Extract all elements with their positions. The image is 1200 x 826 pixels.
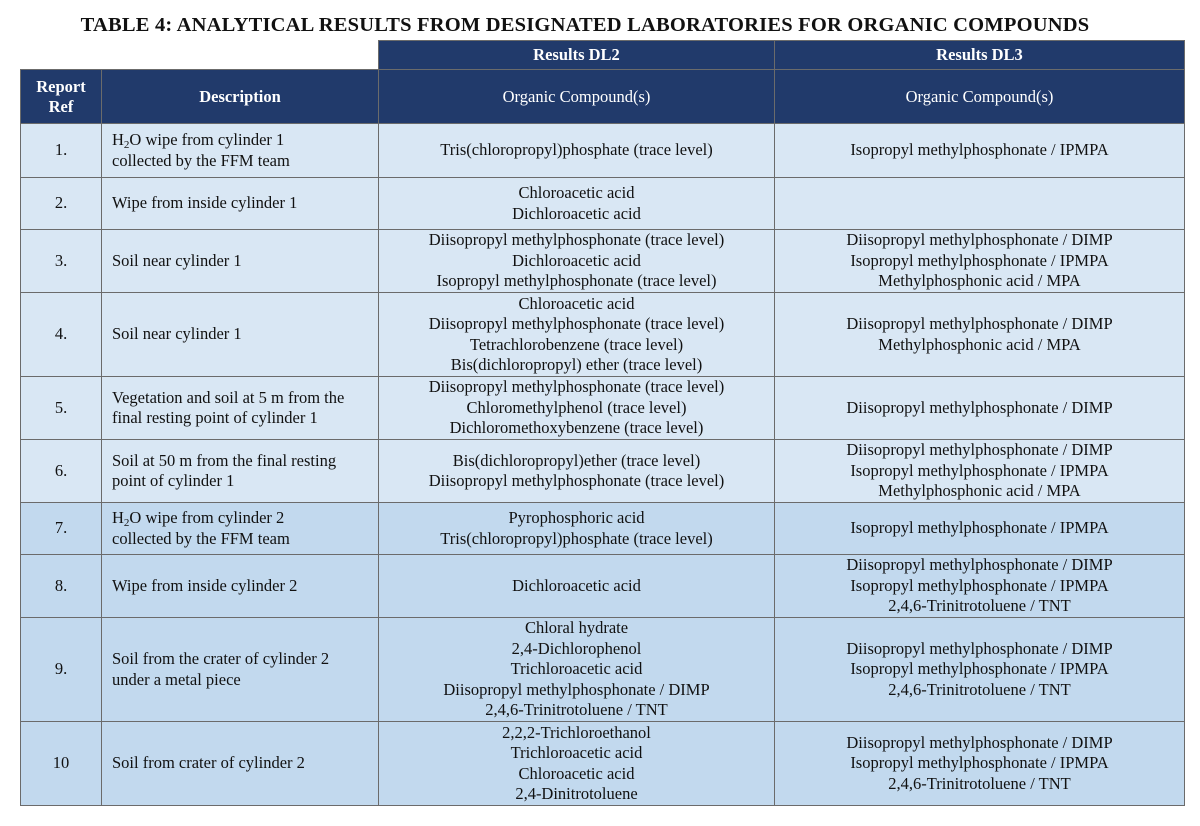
- dl2-compounds-cell: [379, 293, 775, 377]
- compound-item: Methylphosphonic acid / MPA: [878, 334, 1081, 354]
- compound-item: Trichloroacetic acid: [510, 659, 643, 679]
- report-ref-cell: 6.: [21, 440, 102, 503]
- compound-item: Tris(chloropropyl)phosphate (trace level): [440, 140, 713, 160]
- report-ref-cell: 9.: [21, 618, 102, 722]
- compound-item: Dichloroacetic acid: [512, 575, 641, 595]
- table-row: [21, 230, 1185, 293]
- table-row: [21, 555, 1185, 618]
- compound-item: Isopropyl methylphosphonate / IPMPA: [850, 140, 1109, 160]
- description-text: Wipe from inside cylinder 1: [112, 193, 298, 213]
- report-ref-cell: 3.: [21, 230, 102, 293]
- description-line: [112, 408, 378, 429]
- compound-item: Methylphosphonic acid / MPA: [878, 481, 1081, 501]
- dl2-compounds-cell: [379, 377, 775, 440]
- table-row: [21, 618, 1185, 722]
- compound-item: Dichloromethoxybenzene (trace level): [449, 418, 704, 438]
- compound-item: Dichloroacetic acid: [512, 203, 641, 223]
- table-title: TABLE 4: ANALYTICAL RESULTS FROM DESIGNATED LABORATORIES FOR ORGANIC COMPOUNDS: [80, 14, 1090, 36]
- report-ref-cell: 10: [21, 722, 102, 806]
- compound-item: 2,2,2-Trichloroethanol: [502, 722, 651, 742]
- dl3-compounds-cell: [775, 722, 1185, 806]
- compound-item: Diisopropyl methylphosphonate / DIMP: [846, 314, 1113, 333]
- compound-item: Dichloroacetic acid: [512, 250, 641, 270]
- description-text: collected by the FFM team: [112, 528, 290, 548]
- description-line: [112, 324, 378, 345]
- table-row: [21, 178, 1185, 230]
- header-group-dl2: Results DL2: [379, 41, 775, 70]
- description-cell: [102, 178, 379, 230]
- compound-item: Bis(dichloropropyl) ether (trace level): [450, 355, 703, 374]
- description-text: Soil near cylinder 1: [112, 324, 242, 344]
- compound-item: Isopropyl methylphosphonate (trace level): [436, 271, 717, 291]
- dl3-compounds-cell: [775, 377, 1185, 440]
- compound-item: Diisopropyl methylphosphonate (trace level): [428, 377, 725, 397]
- compound-item: Diisopropyl methylphosphonate / DIMP: [846, 732, 1113, 752]
- header-spacer: [21, 41, 379, 70]
- dl2-compounds-cell: [379, 555, 775, 618]
- description-line: [112, 151, 378, 172]
- compound-item: Diisopropyl methylphosphonate / DIMP: [846, 440, 1113, 460]
- description-line: [112, 471, 378, 492]
- compound-item: Isopropyl methylphosphonate / IPMPA: [850, 518, 1109, 538]
- description-cell: [102, 722, 379, 806]
- description-cell: [102, 503, 379, 555]
- description-line: [112, 529, 378, 550]
- dl2-compounds-cell: [379, 503, 775, 555]
- dl2-compounds-cell: [379, 440, 775, 503]
- dl2-compounds-cell: [379, 722, 775, 806]
- results-table: [20, 40, 1185, 806]
- table-row: [21, 503, 1185, 555]
- report-ref-cell: 5.: [21, 377, 102, 440]
- table-row: [21, 440, 1185, 503]
- dl2-compounds-cell: [379, 178, 775, 230]
- dl3-compounds-cell: [775, 440, 1185, 503]
- description-text: O wipe from cylinder 1: [129, 130, 285, 149]
- header-report-ref-label: Report Ref: [36, 76, 86, 116]
- description-cell: [102, 618, 379, 722]
- description-text: final resting point of cylinder 1: [112, 408, 318, 427]
- description-line: [112, 451, 378, 472]
- description-cell: [102, 377, 379, 440]
- compound-item: 2,4,6-Trinitrotoluene / TNT: [888, 679, 1071, 699]
- description-line: [112, 508, 378, 529]
- compound-item: Diisopropyl methylphosphonate (trace level): [428, 230, 725, 250]
- compound-item: Chloroacetic acid: [518, 763, 635, 783]
- compound-item: Chloromethylphenol (trace level): [466, 397, 687, 417]
- compound-item: Diisopropyl methylphosphonate (trace level): [428, 314, 725, 333]
- compound-item: Diisopropyl methylphosphonate / DIMP: [846, 638, 1113, 658]
- description-text: collected by the FFM team: [112, 150, 290, 170]
- dl3-compounds-cell: [775, 230, 1185, 293]
- table-row: [21, 722, 1185, 806]
- compound-item: Isopropyl methylphosphonate / IPMPA: [850, 250, 1109, 270]
- dl3-compounds-cell: [775, 178, 1185, 230]
- compound-item: Methylphosphonic acid / MPA: [878, 271, 1081, 291]
- dl3-compounds-cell: [775, 293, 1185, 377]
- compound-item: Isopropyl methylphosphonate / IPMPA: [850, 753, 1109, 773]
- dl3-compounds-cell: [775, 555, 1185, 618]
- report-ref-cell: 4.: [21, 293, 102, 377]
- description-cell: [102, 555, 379, 618]
- header-report-ref: [21, 70, 102, 124]
- description-cell: [102, 124, 379, 178]
- table-row: [21, 377, 1185, 440]
- subscript-text: 2: [123, 139, 130, 151]
- description-text: under a metal piece: [112, 669, 241, 689]
- table-row: [21, 293, 1185, 377]
- header-dl2-compounds: Organic Compound(s): [379, 70, 775, 124]
- description-line: [112, 251, 378, 272]
- description-line: [112, 193, 378, 214]
- description-line: [112, 649, 378, 670]
- compound-item: Chloroacetic acid: [518, 293, 635, 313]
- description-line: [112, 130, 378, 151]
- compound-item: Chloroacetic acid: [518, 183, 635, 202]
- header-dl3-compounds: Organic Compound(s): [775, 70, 1185, 124]
- compound-item: Diisopropyl methylphosphonate / DIMP: [846, 230, 1113, 250]
- compound-item: 2,4,6-Trinitrotoluene / TNT: [888, 596, 1071, 616]
- description-cell: [102, 440, 379, 503]
- description-line: [112, 753, 378, 774]
- description-text: Soil from the crater of cylinder 2: [112, 649, 330, 668]
- dl2-compounds-cell: [379, 124, 775, 178]
- compound-item: Isopropyl methylphosphonate / IPMPA: [850, 575, 1109, 595]
- compound-item: Tetrachlorobenzene (trace level): [469, 334, 684, 354]
- compound-item: 2,4-Dichlorophenol: [511, 638, 642, 658]
- description-text: Soil at 50 m from the final resting: [112, 450, 337, 470]
- report-ref-cell: 7.: [21, 503, 102, 555]
- description-text: H: [112, 508, 124, 527]
- description-text: Vegetation and soil at 5 m from the: [112, 387, 345, 407]
- report-ref-cell: 8.: [21, 555, 102, 618]
- compound-item: Bis(dichloropropyl)ether (trace level): [452, 450, 701, 470]
- compound-item: Diisopropyl methylphosphonate / DIMP: [443, 679, 710, 699]
- table-row: [21, 124, 1185, 178]
- description-text: Soil from crater of cylinder 2: [112, 753, 305, 773]
- description-text: Soil near cylinder 1: [112, 250, 242, 270]
- subscript-text: 2: [123, 517, 130, 529]
- dl2-compounds-cell: [379, 618, 775, 722]
- description-text: Wipe from inside cylinder 2: [112, 575, 298, 595]
- description-line: [112, 576, 378, 597]
- description-text: O wipe from cylinder 2: [129, 508, 285, 527]
- compound-item: 2,4,6-Trinitrotoluene / TNT: [888, 773, 1071, 793]
- description-line: [112, 388, 378, 409]
- compound-item: Diisopropyl methylphosphonate (trace level): [428, 471, 725, 490]
- dl3-compounds-cell: [775, 124, 1185, 178]
- description-cell: [102, 230, 379, 293]
- header-group-dl3: Results DL3: [775, 41, 1185, 70]
- report-ref-cell: 2.: [21, 178, 102, 230]
- description-text: H: [112, 130, 124, 149]
- compound-item: 2,4,6-Trinitrotoluene / TNT: [485, 700, 668, 720]
- description-cell: [102, 293, 379, 377]
- table-body: [21, 124, 1185, 806]
- compound-item: Trichloroacetic acid: [510, 743, 643, 762]
- report-ref-cell: 1.: [21, 124, 102, 178]
- compound-item: 2,4-Dinitrotoluene: [515, 784, 638, 803]
- header-description: Description: [102, 70, 379, 124]
- compound-item: Tris(chloropropyl)phosphate (trace level): [440, 528, 713, 548]
- description-text: point of cylinder 1: [112, 471, 235, 490]
- compound-item: Diisopropyl methylphosphonate / DIMP: [846, 555, 1113, 575]
- compound-item: Isopropyl methylphosphonate / IPMPA: [850, 460, 1109, 480]
- description-line: [112, 670, 378, 691]
- compound-item: Chloral hydrate: [524, 618, 629, 638]
- dl3-compounds-cell: [775, 618, 1185, 722]
- dl3-compounds-cell: [775, 503, 1185, 555]
- compound-item: Isopropyl methylphosphonate / IPMPA: [850, 659, 1109, 679]
- compound-item: Pyrophosphoric acid: [508, 508, 645, 527]
- compound-item: Diisopropyl methylphosphonate / DIMP: [846, 397, 1113, 417]
- dl2-compounds-cell: [379, 230, 775, 293]
